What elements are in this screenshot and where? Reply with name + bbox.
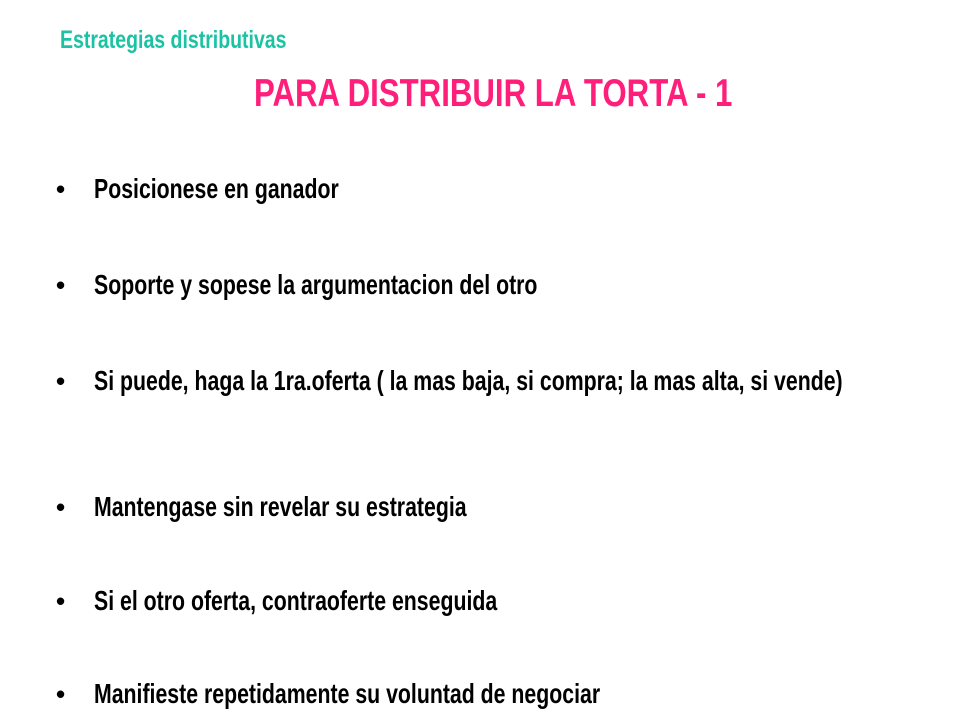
bullet-text: Soporte y sopese la argumentacion del otro: [94, 269, 538, 300]
bullet-text: Si el otro oferta, contraoferte enseguida: [94, 585, 498, 616]
bullet-marker: •: [56, 586, 66, 616]
bullet-item-1: [56, 172, 906, 206]
bullet-text: Manifieste repetidamente su voluntad de negociar: [94, 678, 601, 709]
bullet-text-container: [94, 364, 906, 398]
bullet-text: Mantengase sin revelar su estrategia: [94, 491, 467, 522]
bullet-text-container: [94, 584, 906, 618]
bullet-marker: •: [56, 492, 66, 522]
bullet-text-container: [94, 268, 906, 302]
bullet-marker: •: [56, 366, 66, 396]
bullet-text: Si puede, haga la 1ra.oferta ( la mas baja, si compra; la mas alta, si vende): [94, 365, 843, 396]
bullet-marker: •: [56, 174, 66, 204]
bullet-item-5: [56, 584, 906, 618]
bullet-item-2: [56, 268, 906, 302]
bullet-text-container: [94, 172, 906, 206]
bullet-item-4: [56, 490, 906, 524]
bullet-text: Posicionese en ganador: [94, 173, 339, 204]
slide-kicker: Estrategias distributivas: [60, 26, 287, 54]
bullet-marker: •: [56, 270, 66, 300]
bullet-text-container: [94, 677, 906, 711]
bullet-item-3: [56, 364, 906, 398]
slide-title: PARA DISTRIBUIR LA TORTA - 1: [254, 72, 733, 115]
bullet-marker: •: [56, 679, 66, 709]
bullet-text-container: [94, 490, 906, 524]
bullet-item-6: [56, 677, 906, 711]
